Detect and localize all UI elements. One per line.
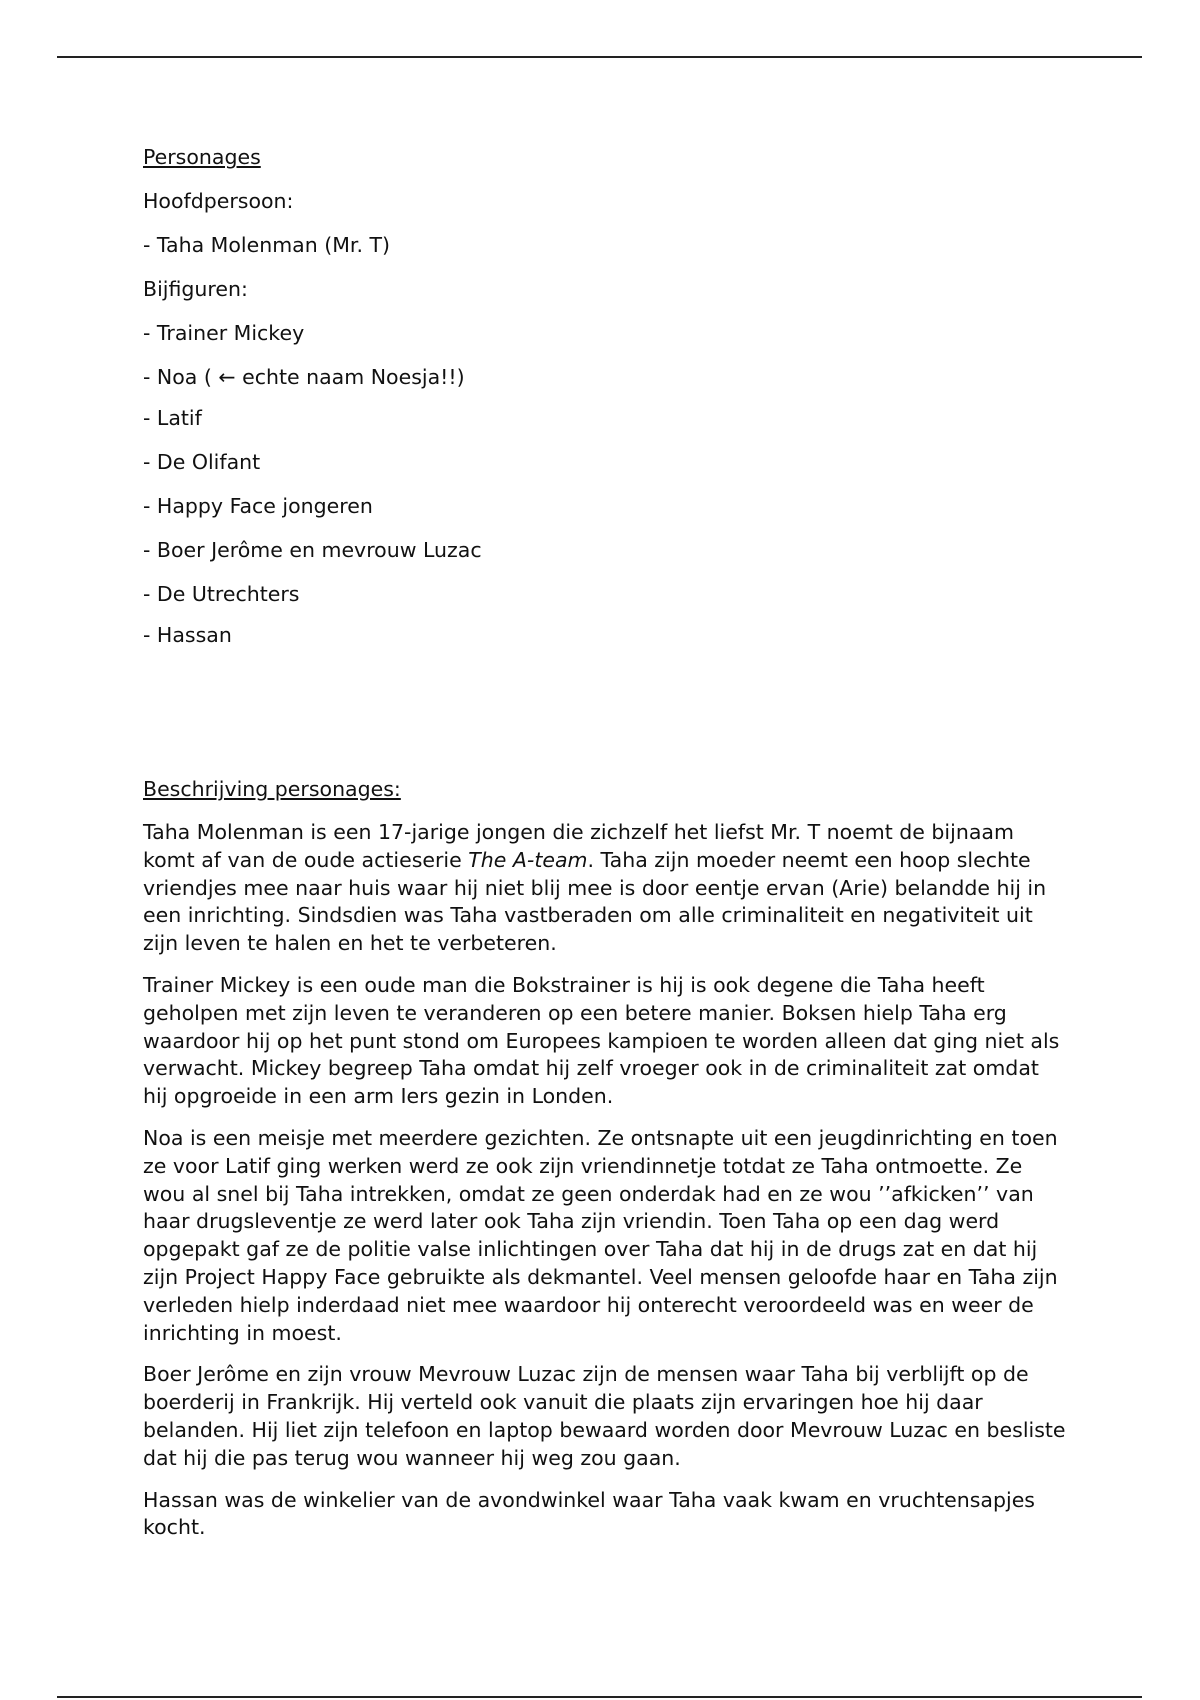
header-rule [57,56,1142,58]
paragraph-noa: Noa is een meisje met meerdere gezichten. Ze ontsnapte uit een jeugdinrichting en toen ze voor Latif ging werken werd ze ook zijn vriendinnetje totdat ze Taha ontmoette. Ze wou al snel bij Taha intrekken, omdat ze geen onderdak had en ze wou ’’afkicken’’ van haar drugsleventje ze werd later ook Taha zijn vriendin. Toen Taha op een dag werd opgepakt gaf ze de politie valse inlichtingen over Taha dat hij in de drugs zat en dat hij zijn Project Happy Face gebruikte als dekmantel. Veel mensen geloofde haar en Taha zijn verleden hielp inderdaad niet mee waardoor hij onterecht veroordeeld was en weer de inrichting in moest. [143,1125,1058,1345]
description-heading: Beschrijving personages: [143,777,401,801]
supporting-item: - Hassan [143,623,232,647]
paragraph-jerome: Boer Jerôme en zijn vrouw Mevrouw Luzac zijn de mensen waar Taha bij verblijft op de boerderij in Frankrijk. Hij verteld ook vanuit die plaats zijn ervaringen hoe hij daar belanden. Hij liet zijn telefoon en laptop bewaard worden door Mevrouw Luzac en besliste dat hij die pas terug wou wanneer hij weg zou gaan. [143,1362,1066,1470]
supporting-item: - Latif [143,406,202,430]
footer-rule [57,1696,1142,1698]
supporting-item: - Noa ( ← echte naam Noesja!!) [143,365,465,389]
supporting-label: Bijfiguren: [143,277,248,301]
supporting-item: - Boer Jerôme en mevrouw Luzac [143,538,482,562]
series-title: The A-team [468,847,588,872]
main-character-label: Hoofdpersoon: [143,189,294,213]
supporting-item: - Trainer Mickey [143,321,305,345]
supporting-item: - Happy Face jongeren [143,494,373,518]
main-character: - Taha Molenman (Mr. T) [143,233,391,257]
characters-heading: Personages [143,145,261,169]
supporting-item: - De Utrechters [143,582,300,606]
document-body [143,143,1068,1556]
paragraph-mickey: Trainer Mickey is een oude man die Bokstrainer is hij is ook degene die Taha heeft geholpen met zijn leven te veranderen op een betere manier. Boksen hielp Taha erg waardoor hij op het punt stond om Europees kampioen te worden alleen dat ging niet als verwacht. Mickey begreep Taha omdat hij zelf vroeger ook in de criminaliteit zat omdat hij opgroeide in een arm Iers gezin in Londen. [143,972,1060,1109]
paragraph-taha: Taha Molenman is een 17-jarige jongen die zichzelf het liefst Mr. T noemt de bijnaam komt af van de oude actieserie The A-team. Taha zijn moeder neemt een hoop slechte vriendjes mee naar huis waar hij niet blij mee is door eentje ervan (Arie) belandde hij in een inrichting. Sindsdien was Taha vastberaden om alle criminaliteit en negativiteit uit zijn leven te halen en het te verbeteren. [143,820,1047,956]
paragraph-hassan: Hassan was de winkelier van de avondwinkel waar Taha vaak kwam en vruchtensapjes kocht. [143,1487,1035,1540]
supporting-item: - De Olifant [143,450,261,474]
